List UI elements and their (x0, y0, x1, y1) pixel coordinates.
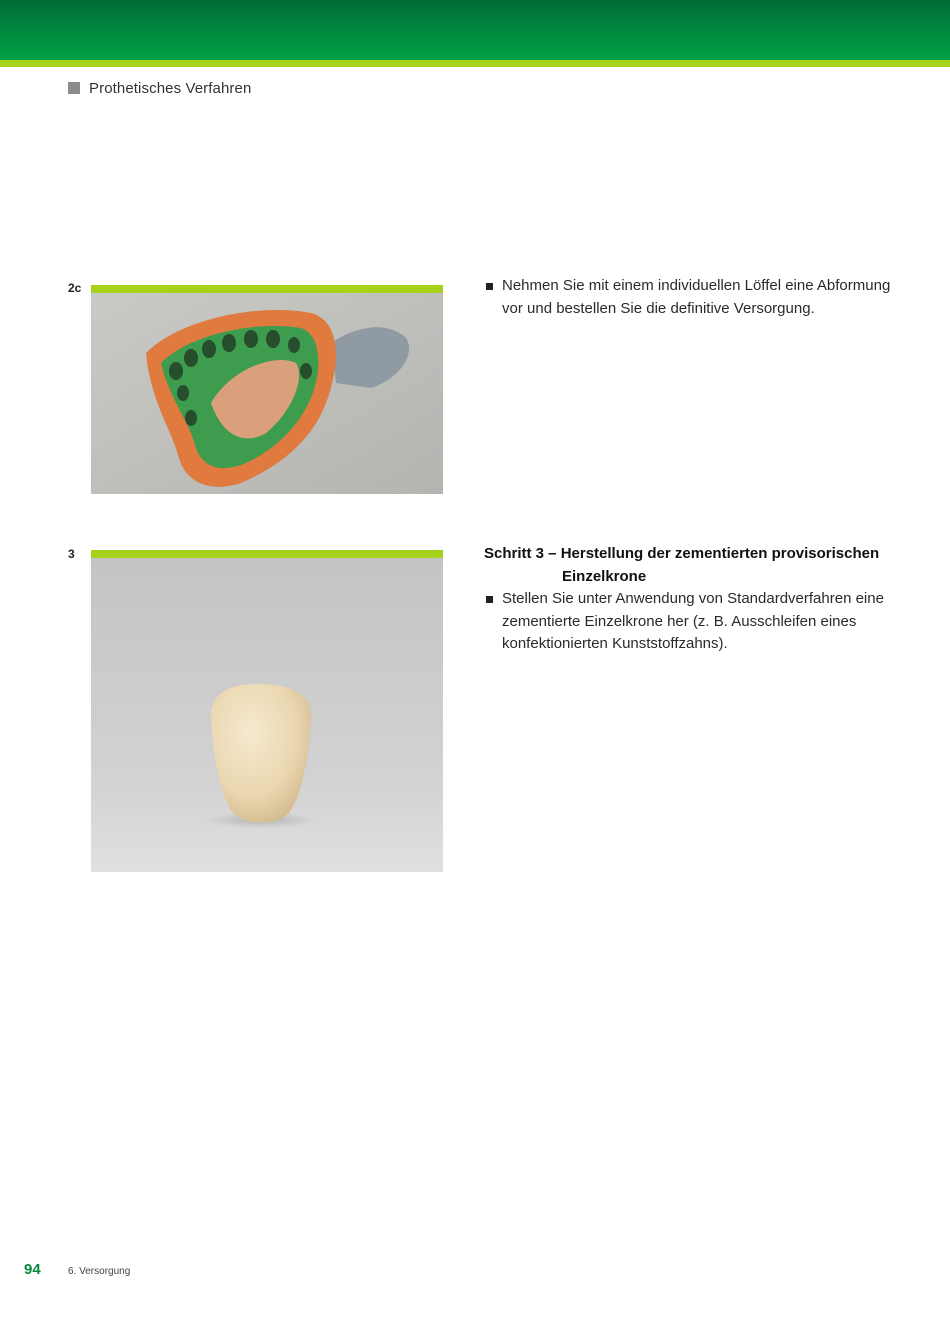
step-heading-line1: Schritt 3 – Herstellung der zementierten provisorischen (484, 545, 880, 562)
figure-label-2c: 2c (68, 281, 82, 295)
figure-bar-3 (91, 550, 443, 558)
page-number: 94 (24, 1261, 41, 1278)
section-square-icon (68, 82, 80, 94)
header-band (0, 0, 950, 60)
bullet-item: Nehmen Sie mit einem individuellen Löffel eine Abformung vor und bestellen Sie die definitive Versorgung. (484, 275, 894, 320)
provisional-crown-photo (91, 558, 443, 872)
chapter-label: 6. Versorgung (68, 1266, 131, 1277)
bullet-item: Stellen Sie unter Anwendung von Standardverfahren eine zementierte Einzelkrone her (z. B. Ausschleifen eines konfektionierten Kunststoffzahns). (484, 588, 894, 656)
figure-bar-2c (91, 285, 443, 293)
figure-text-2c (484, 275, 894, 320)
section-title: Prothetisches Verfahren (89, 79, 252, 97)
provisional-crown-image (91, 558, 443, 872)
figure-label-3: 3 (68, 547, 75, 561)
impression-tray-photo (91, 293, 443, 494)
section-header (68, 78, 251, 98)
step-heading (484, 543, 894, 588)
step-heading-line2: Einzelkrone (562, 567, 647, 585)
header-accent-stripe (0, 60, 950, 67)
impression-tray-image (91, 293, 443, 494)
figure-text-3 (484, 543, 894, 656)
